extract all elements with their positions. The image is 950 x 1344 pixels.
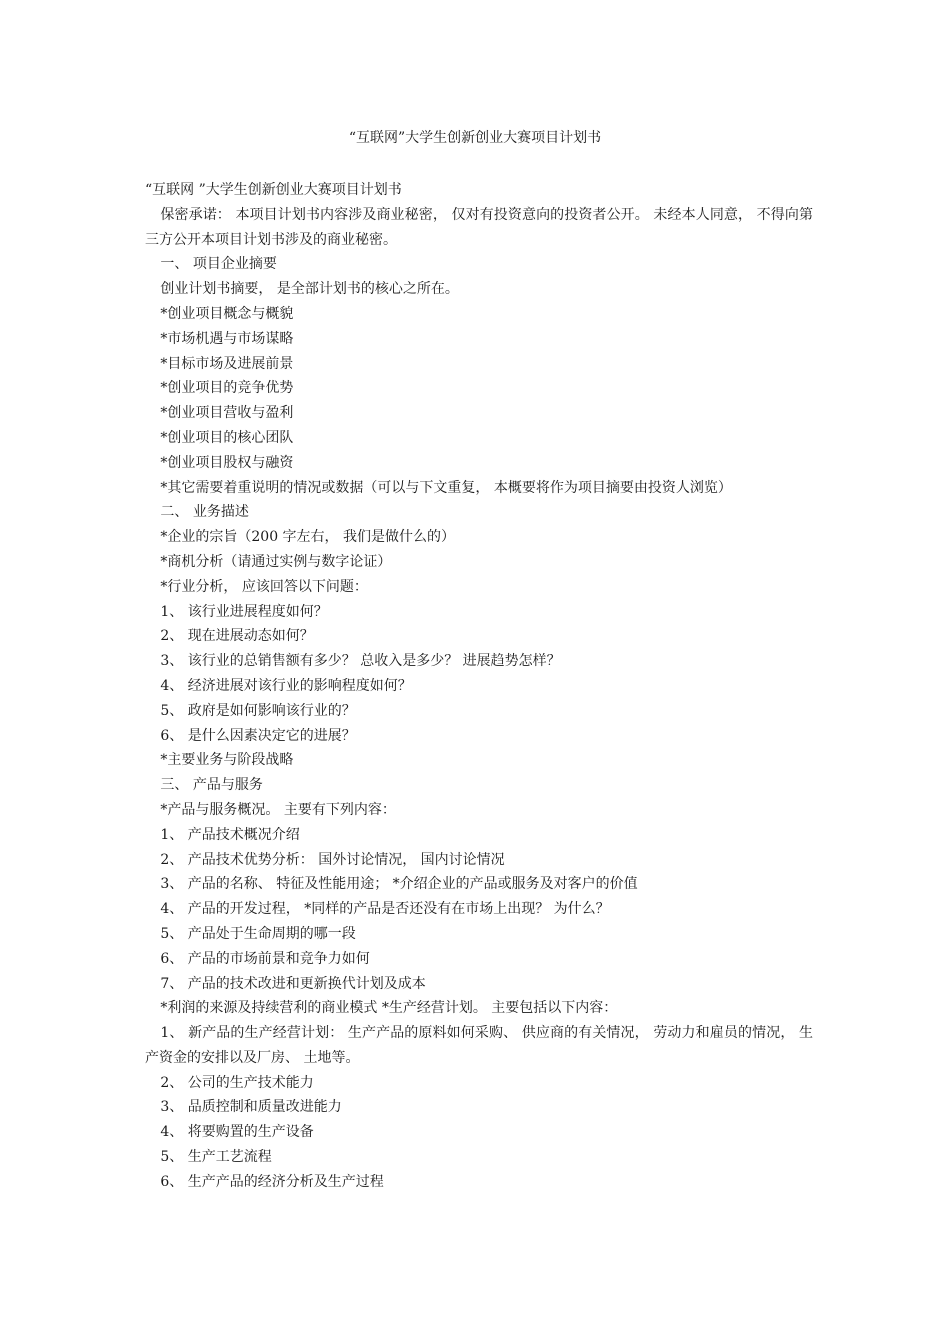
list-item: *行业分析， 应该回答以下问题：: [160, 578, 368, 595]
list-item: *主要业务与阶段战略: [160, 752, 294, 769]
list-item: *创业项目股权与融资: [160, 454, 294, 471]
list-item: *创业项目概念与概貌: [160, 305, 294, 322]
list-item: *产品与服务概况。 主要有下列内容：: [160, 801, 396, 818]
list-item: *目标市场及进展前景: [160, 355, 294, 372]
numbered-item: 5、 生产工艺流程: [160, 1149, 272, 1166]
list-item: *商机分析（请通过实例与数字论证）: [160, 553, 392, 570]
document-title: “互联网”大学生创新创业大赛项目计划书: [348, 130, 602, 146]
list-item: *创业项目营收与盈利: [160, 405, 294, 422]
numbered-item: 4、 经济进展对该行业的影响程度如何？: [160, 677, 412, 694]
numbered-item: 3、 品质控制和质量改进能力: [160, 1099, 342, 1116]
document-body: [145, 178, 813, 1195]
numbered-item: 4、 将要购置的生产设备: [160, 1124, 314, 1141]
numbered-item: 4、 产品的开发过程， *同样的产品是否还没有在市场上出现？ 为什么？: [160, 901, 610, 918]
section-heading-3: 三、 产品与服务: [160, 777, 263, 794]
paragraph-subtitle: “互联网 ”大学生创新创业大赛项目计划书: [145, 182, 402, 198]
numbered-item: 6、 产品的市场前景和竞争力如何: [160, 950, 370, 967]
paragraph: 创业计划书摘要， 是全部计划书的核心之所在。: [160, 281, 459, 298]
numbered-item: 2、 产品技术优势分析： 国外讨论情况， 国内讨论情况: [160, 851, 505, 868]
section-heading-2: 二、 业务描述: [160, 504, 249, 521]
list-item: *创业项目的核心团队: [160, 429, 294, 446]
numbered-item: 6、 生产产品的经济分析及生产过程: [160, 1173, 384, 1190]
paragraph-confidentiality: 保密承诺： 本项目计划书内容涉及商业秘密， 仅对有投资意向的投资者公开。 未经本人同意， 不得向第三方公开本项目计划书涉及的商业秘密。: [145, 206, 813, 248]
numbered-item: 2、 公司的生产技术能力: [160, 1074, 314, 1091]
list-item: *市场机遇与市场谋略: [160, 330, 294, 347]
numbered-item: 7、 产品的技术改进和更新换代计划及成本: [160, 975, 426, 992]
numbered-item: 2、 现在进展动态如何？: [160, 628, 314, 645]
list-item: *利润的来源及持续营利的商业模式 *生产经营计划。 主要包括以下内容：: [160, 1000, 618, 1017]
numbered-item: 6、 是什么因素决定它的进展？: [160, 727, 356, 744]
list-item: *企业的宗旨（200 字左右， 我们是做什么的）: [160, 529, 456, 546]
section-heading-1: 一、 项目企业摘要: [160, 256, 277, 273]
numbered-item: 5、 产品处于生命周期的哪一段: [160, 925, 356, 942]
numbered-item: 1、 产品技术概况介绍: [160, 826, 300, 843]
numbered-item: 1、 该行业进展程度如何？: [160, 603, 328, 620]
numbered-item: 1、 新产品的生产经营计划： 生产产品的原料如何采购、 供应商的有关情况， 劳动力和雇员的情况， 生产资金的安排以及厂房、 土地等。: [145, 1025, 813, 1066]
list-item: *创业项目的竞争优势: [160, 380, 294, 397]
numbered-item: 5、 政府是如何影响该行业的？: [160, 702, 356, 719]
list-item: *其它需要着重说明的情况或数据（可以与下文重复， 本概要将作为项目摘要由投资人浏览）: [160, 479, 732, 496]
numbered-item: 3、 该行业的总销售额有多少？ 总收入是多少？ 进展趋势怎样？: [160, 653, 561, 670]
numbered-item: 3、 产品的名称、 特征及性能用途； *介绍企业的产品或服务及对客户的价值: [160, 876, 638, 893]
